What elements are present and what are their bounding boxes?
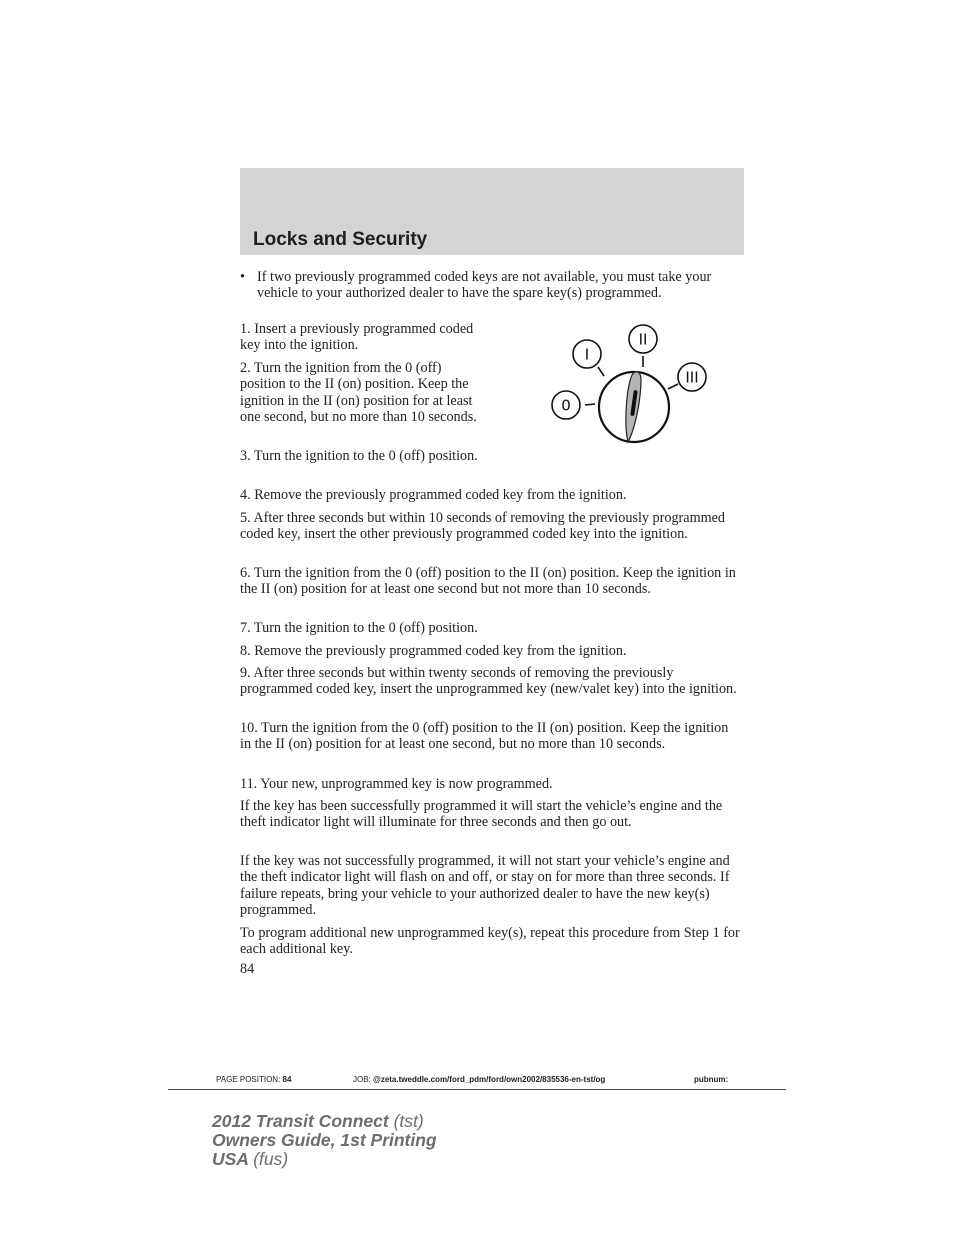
step-9: 9. After three seconds but within twenty seconds of removing the previously programmed coded key, insert the unprogrammed key (new/valet key) into the ignition. xyxy=(240,665,737,698)
position-off-label xyxy=(552,391,580,419)
position-start-label xyxy=(678,363,706,391)
step-6: 6. Turn the ignition from the 0 (off) position to the II (on) position. Keep the ignition in the II (on) position for at least one second but not more than 10 seconds. xyxy=(240,565,736,598)
note-failure: If the key was not successfully programmed, it will not start your vehicle’s engine and the theft indicator light will flash on and off, or stay on for more than three seconds. If failure repeats, bring your vehicle to your authorized dealer to have the new key(s) programmed. xyxy=(240,853,730,919)
step-2: 2. Turn the ignition from the 0 (off) position to the II (on) position. Keep the ignition in the II (on) position for at least one second, but no more than 10 seconds. xyxy=(240,360,477,426)
book-model-code: (tst) xyxy=(393,1111,424,1131)
ignition-diagram xyxy=(548,323,712,447)
book-title-line-1 xyxy=(212,1112,437,1131)
book-market-code: (fus) xyxy=(253,1149,289,1169)
footer-pubnum xyxy=(694,1075,728,1084)
book-title-line-2: Owners Guide, 1st Printing xyxy=(212,1130,437,1150)
step-7: 7. Turn the ignition to the 0 (off) position. xyxy=(240,620,478,636)
bullet-text: If two previously programmed coded keys are not available, you must take your vehicle to your authorized dealer to have the spare key(s) programmed. xyxy=(257,269,712,302)
job-value: @zeta.tweddle.com/ford_pdm/ford/own2002/835536-en-tst/og xyxy=(373,1075,606,1084)
book-title-line-3 xyxy=(212,1150,437,1169)
note-additional: To program additional new unprogrammed key(s), repeat this procedure from Step 1 for each additional key. xyxy=(240,925,740,958)
svg-text:0: 0 xyxy=(561,396,571,415)
book-title xyxy=(212,1112,437,1169)
page-position-value: 84 xyxy=(282,1075,292,1084)
job-label: JOB: xyxy=(353,1075,371,1084)
bullet-dot: • xyxy=(240,269,245,285)
svg-text:III: III xyxy=(685,368,699,387)
step-10: 10. Turn the ignition from the 0 (off) position to the II (on) position. Keep the ignition in the II (on) position for at least one second, but no more than 10 seconds. xyxy=(240,720,729,753)
bullet-item xyxy=(240,269,744,302)
step-8: 8. Remove the previously programmed coded key from the ignition. xyxy=(240,643,627,659)
position-on-label xyxy=(629,325,657,353)
note-success: If the key has been successfully programmed it will start the vehicle’s engine and the theft indicator light will illuminate for three seconds and then go out. xyxy=(240,798,723,831)
page-position-label: PAGE POSITION: xyxy=(216,1075,281,1084)
page-number: 84 xyxy=(240,961,255,977)
step-3: 3. Turn the ignition to the 0 (off) position. xyxy=(240,448,478,464)
step-11: 11. Your new, unprogrammed key is now programmed. xyxy=(240,776,553,792)
footer-divider xyxy=(168,1089,786,1090)
book-model: 2012 Transit Connect xyxy=(212,1111,389,1131)
book-market: USA xyxy=(212,1149,249,1169)
footer-page-position xyxy=(216,1075,291,1084)
svg-text:II: II xyxy=(638,330,648,349)
step-5: 5. After three seconds but within 10 seconds of removing the previously programmed coded key, insert the other previously programmed coded key into the ignition. xyxy=(240,510,726,543)
footer-job xyxy=(353,1075,605,1084)
section-header xyxy=(240,168,744,255)
step-1: 1. Insert a previously programmed coded key into the ignition. xyxy=(240,321,474,354)
section-title: Locks and Security xyxy=(253,229,428,250)
pubnum-label: pubnum: xyxy=(694,1075,729,1084)
position-acc-label xyxy=(573,340,601,368)
step-4: 4. Remove the previously programmed coded key from the ignition. xyxy=(240,487,627,503)
svg-text:I: I xyxy=(584,345,590,364)
